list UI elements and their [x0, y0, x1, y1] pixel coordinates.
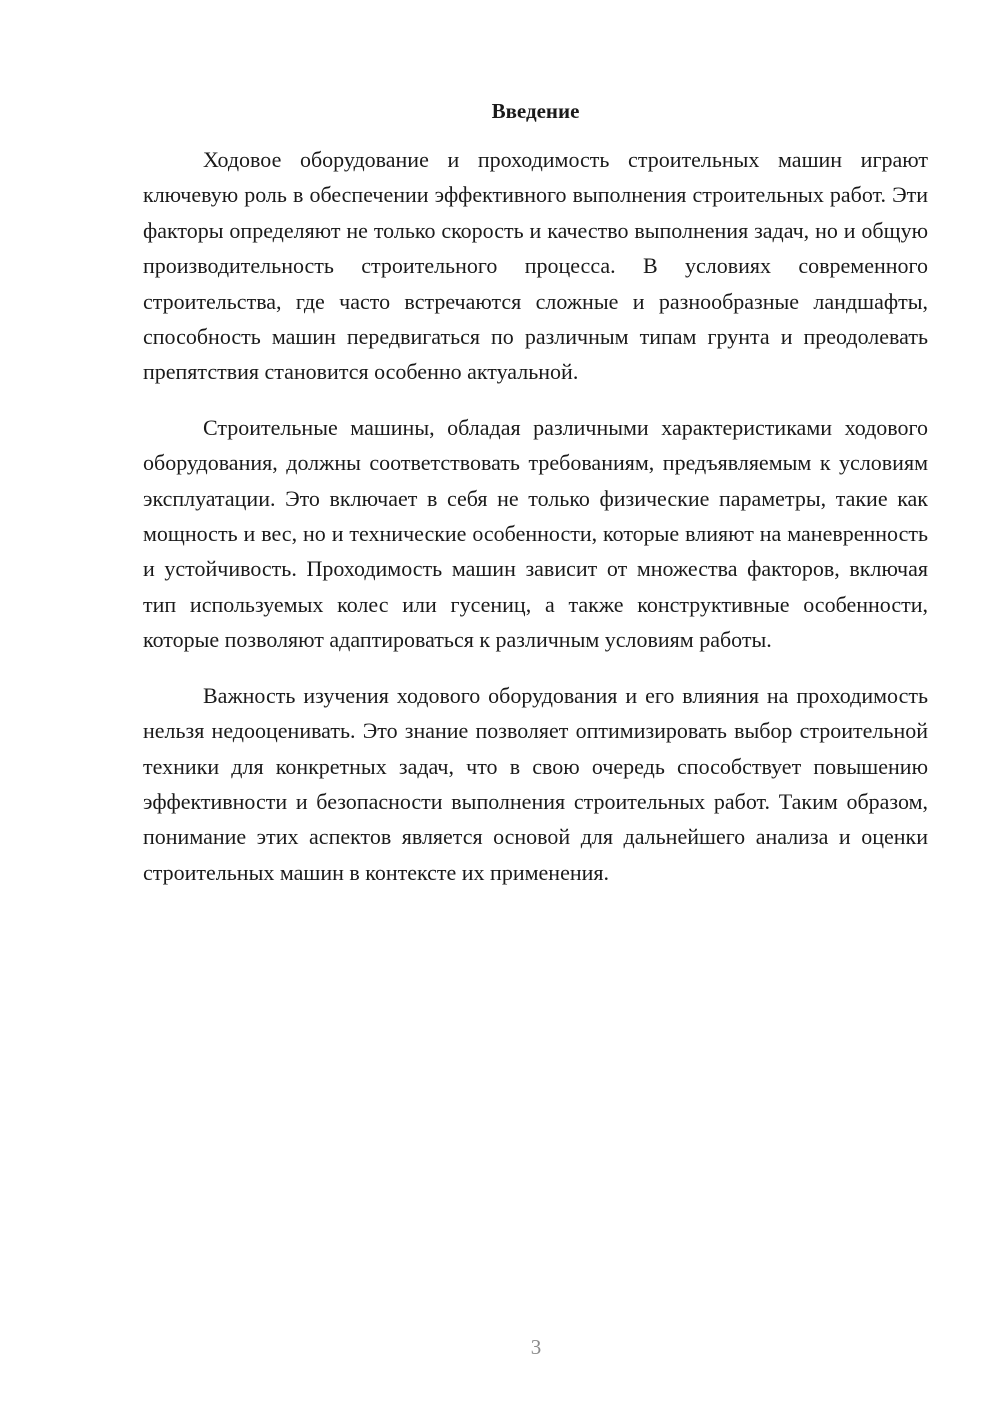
page-number: 3	[530, 1335, 542, 1359]
paragraph-1: Ходовое оборудование и проходимость строительных машин играют ключевую роль в обеспечении эффективного выполнения строительных работ. Эти факторы определяют не только скорость и качество выполнения задач, но и общую производительность строительного процесса. В условиях современного строительства, где часто встречаются сложные и разнообразные ландшафты, способность машин передвигаться по различным типам грунта и преодолевать препятствия становится особенно актуальной.	[143, 147, 928, 385]
paragraph-2: Строительные машины, обладая различными характеристиками ходового оборудования, должны соответствовать требованиям, предъявляемым к условиям эксплуатации. Это включает в себя не только физические параметры, такие как мощность и вес, но и технические особенности, которые влияют на маневренность и устойчивость. Проходимость машин зависит от множества факторов, включая тип используемых колес или гусениц, а также конструктивные особенности, которые позволяют адаптироваться к различным условиям работы.	[143, 414, 928, 653]
section-heading: Введение	[491, 99, 580, 123]
body-text	[143, 142, 928, 910]
paragraph-3: Важность изучения ходового оборудования и его влияния на проходимость нельзя недооценивать. Это знание позволяет оптимизировать выбор строительной техники для конкретных задач, что в свою очередь способствует повышению эффективности и безопасности выполнения строительных работ. Таким образом, понимание этих аспектов является основой для дальнейшего анализа и оценки строительных машин в контексте их применения.	[143, 682, 928, 885]
